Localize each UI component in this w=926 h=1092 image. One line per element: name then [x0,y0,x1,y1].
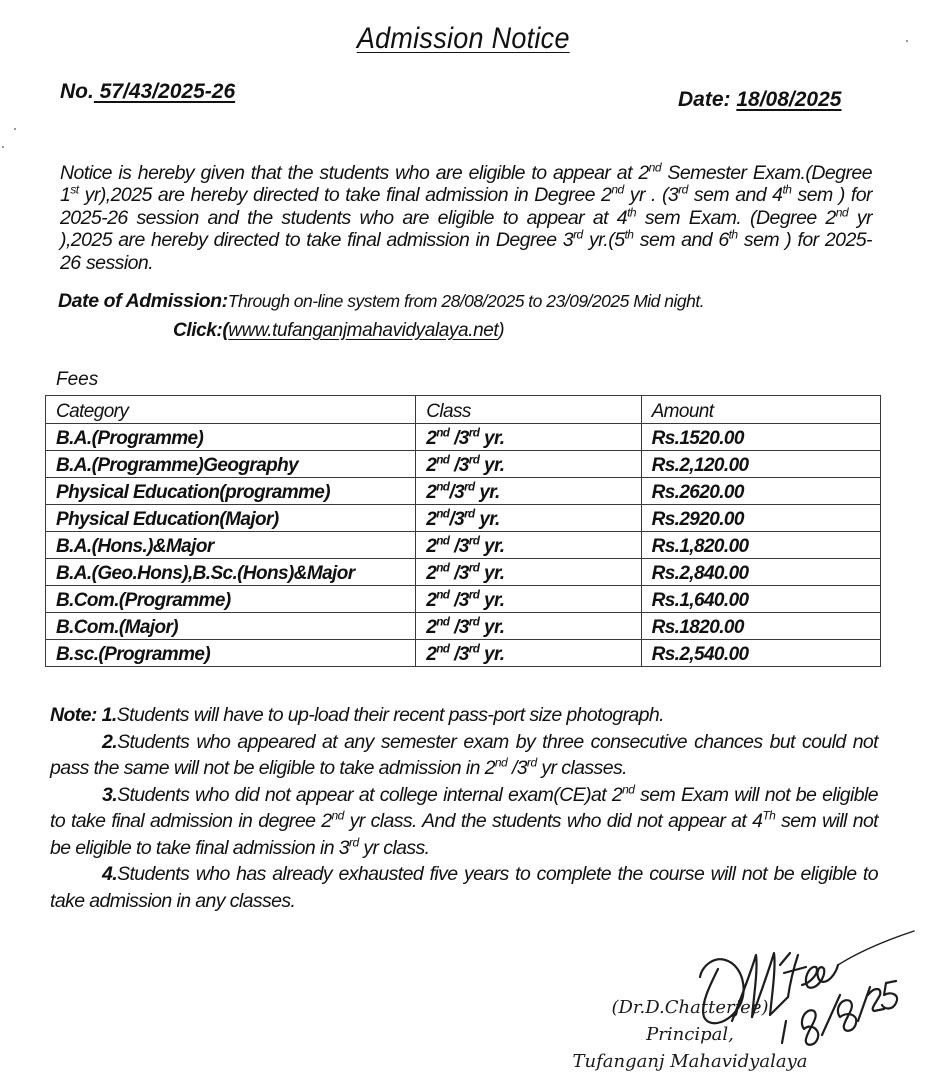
ordinal-suffix: nd [494,755,508,770]
fee-amount: Rs.1,640.00 [641,586,880,613]
fees-table-row [46,613,881,640]
ordinal-suffix: nd [436,534,450,548]
date-stroke-slash2 [858,987,870,1021]
ordinal-suffix: nd [436,561,450,575]
ordinal-suffix: rd [678,182,688,197]
note-item [50,861,878,914]
ordinal-suffix: rd [573,227,583,242]
fee-category: B.A.(Hons.)&Major [46,532,416,559]
fee-class: 2nd /3rd yr. [416,613,641,640]
fee-category: B.Com.(Programme) [46,586,416,613]
note-number: 3. [102,783,118,806]
scan-speck [14,128,16,130]
fees-table-row [46,586,881,613]
scan-speck [2,146,4,148]
note-text: Students who did not appear at college internal exam(CE)at 2nd sem Exam will not be eligible to take final admission in degree 2nd yr class. And the students who did not appear at 4Th sem will not be eligible to take final admission in 3rd yr class. [50,782,879,859]
fee-amount: Rs.1,820.00 [641,532,880,559]
note-item [50,702,878,729]
intro-paragraph: Notice is hereby given that the students who are eligible to appear at 2nd Semester Exam.(Degree 1st yr),2025 are hereby directed to take final admission in Degree 2nd yr . (3rd sem and 4th sem ) for 2025-26 session and the students who are eligible to appear at 4th sem Exam. (Degree 2nd yr ),2025 are hereby directed to take final admission in Degree 3rd yr.(5th sem and 6th sem ) for 2025-26 session. [60,160,872,274]
signatory-designation: Principal, [646,1024,734,1045]
fee-class: 2nd /3rd yr. [416,424,641,451]
fees-table-header-row [46,396,881,424]
admission-date-label: Date of Admission: [58,290,228,312]
ordinal-suffix: nd [436,426,450,440]
ordinal-suffix: rd [468,561,480,575]
ordinal-suffix: nd [436,588,450,602]
fees-label: Fees [56,369,99,390]
note-label: Note: [50,704,102,726]
signatory-block [560,994,820,1075]
note-item [50,729,878,782]
ordinal-suffix: th [728,227,738,242]
fee-category: B.sc.(Programme) [46,640,416,667]
note-number: 4. [102,863,118,885]
notice-reference-number [60,80,235,104]
fee-category: B.Com.(Major) [46,613,416,640]
fee-class: 2nd/3rd yr. [416,505,641,532]
website-link-line [173,320,504,342]
ordinal-suffix: nd [331,808,344,823]
ordinal-suffix: rd [468,426,480,440]
note-number: 2. [102,730,118,753]
fee-amount: Rs.1820.00 [641,613,880,640]
note-number: 1. [101,704,117,726]
fees-table-row [46,451,881,478]
notice-date [678,88,841,112]
ordinal-suffix: rd [464,480,475,494]
ordinal-suffix: rd [349,835,359,849]
fee-category: Physical Education(programme) [46,478,416,505]
fee-class: 2nd /3rd yr. [416,559,641,586]
scan-speck [906,40,908,42]
ordinal-suffix: Th [762,808,776,823]
click-close: ) [498,320,505,341]
click-label: Click:( [173,320,229,341]
fee-amount: Rs.2620.00 [641,478,880,505]
ordinal-suffix: nd [436,642,450,656]
date-stroke-25 [868,981,897,1011]
reference-number-label: No. [60,80,94,103]
note-text: Students who has already exhausted five years to complete the course will not be eligible to take admission in any classes. [50,863,878,912]
notice-date-label: Date: [678,88,737,111]
fee-amount: Rs.2,120.00 [641,451,880,478]
fee-amount: Rs.2,840.00 [641,559,880,586]
signature-stroke-ee [802,965,838,988]
admission-date-text: Through on-line system from 28/08/2025 to 23/09/2025 Mid night. [227,291,705,311]
header-class: Class [416,396,641,424]
ordinal-suffix: th [782,182,792,197]
ordinal-suffix: rd [468,453,480,467]
notice-title-text: Admission Notice [356,22,570,55]
fees-table-row [46,559,881,586]
ordinal-suffix: rd [468,588,480,602]
note-item [50,782,878,862]
fee-class: 2nd /3rd yr. [416,532,641,559]
admission-date-line [58,290,888,313]
ordinal-suffix: rd [468,615,480,629]
ordinal-suffix: nd [611,182,624,197]
reference-number-value: 57/43/2025-26 [93,80,236,103]
fee-amount: Rs.2,540.00 [641,640,880,667]
fee-amount: Rs.1520.00 [641,424,880,451]
ordinal-suffix: nd [835,205,849,219]
signatory-institution: Tufanganj Mahavidyalaya [572,1051,808,1072]
fee-class: 2nd/3rd yr. [416,478,641,505]
notice-title [0,22,926,56]
ordinal-suffix: nd [622,782,635,796]
header-category: Category [46,396,416,424]
signatory-name: (Dr.D.Chatterjee) [611,997,769,1018]
fees-table-body [46,424,881,667]
notice-date-value: 18/08/2025 [736,88,842,111]
fee-class: 2nd /3rd yr. [416,640,641,667]
notes-section [50,702,878,914]
ordinal-suffix: rd [468,642,480,656]
ordinal-suffix: rd [527,755,537,770]
date-stroke-slash [822,995,840,1035]
fees-table-row [46,505,881,532]
header-amount: Amount [641,396,880,424]
fee-category: Physical Education(Major) [46,505,416,532]
fees-table-row [46,532,881,559]
signature-flourish [838,931,914,965]
fee-amount: Rs.2920.00 [641,505,880,532]
ordinal-suffix: th [627,205,637,219]
fee-category: B.A.(Programme)Geography [46,451,416,478]
fee-category: B.A.(Programme) [46,424,416,451]
note-text: Students who appeared at any semester exam by three consecutive chances but could not pass the same will not be eligible to take admission in 2nd /3rd yr classes. [50,730,878,779]
college-website-link[interactable]: www.tufanganjmahavidyalaya.net [228,320,499,341]
fee-class: 2nd /3rd yr. [416,586,641,613]
ordinal-suffix: st [70,182,79,197]
ordinal-suffix: nd [436,507,450,521]
date-stroke-8b [838,1000,856,1031]
ordinal-suffix: nd [436,480,450,494]
note-text: Students will have to up-load their recent pass-port size photograph. [116,704,664,726]
ordinal-suffix: nd [648,160,661,174]
fees-table [45,395,881,667]
fee-category: B.A.(Geo.Hons),B.Sc.(Hons)&Major [46,559,416,586]
signature-stroke-t [780,953,806,997]
fee-class: 2nd /3rd yr. [416,451,641,478]
ordinal-suffix: rd [468,534,480,548]
fees-table-row [46,424,881,451]
ordinal-suffix: nd [436,453,450,467]
ordinal-suffix: nd [436,615,450,629]
ordinal-suffix: th [624,227,634,242]
fees-table-row [46,478,881,505]
ordinal-suffix: rd [464,507,475,521]
fees-table-row [46,640,881,667]
